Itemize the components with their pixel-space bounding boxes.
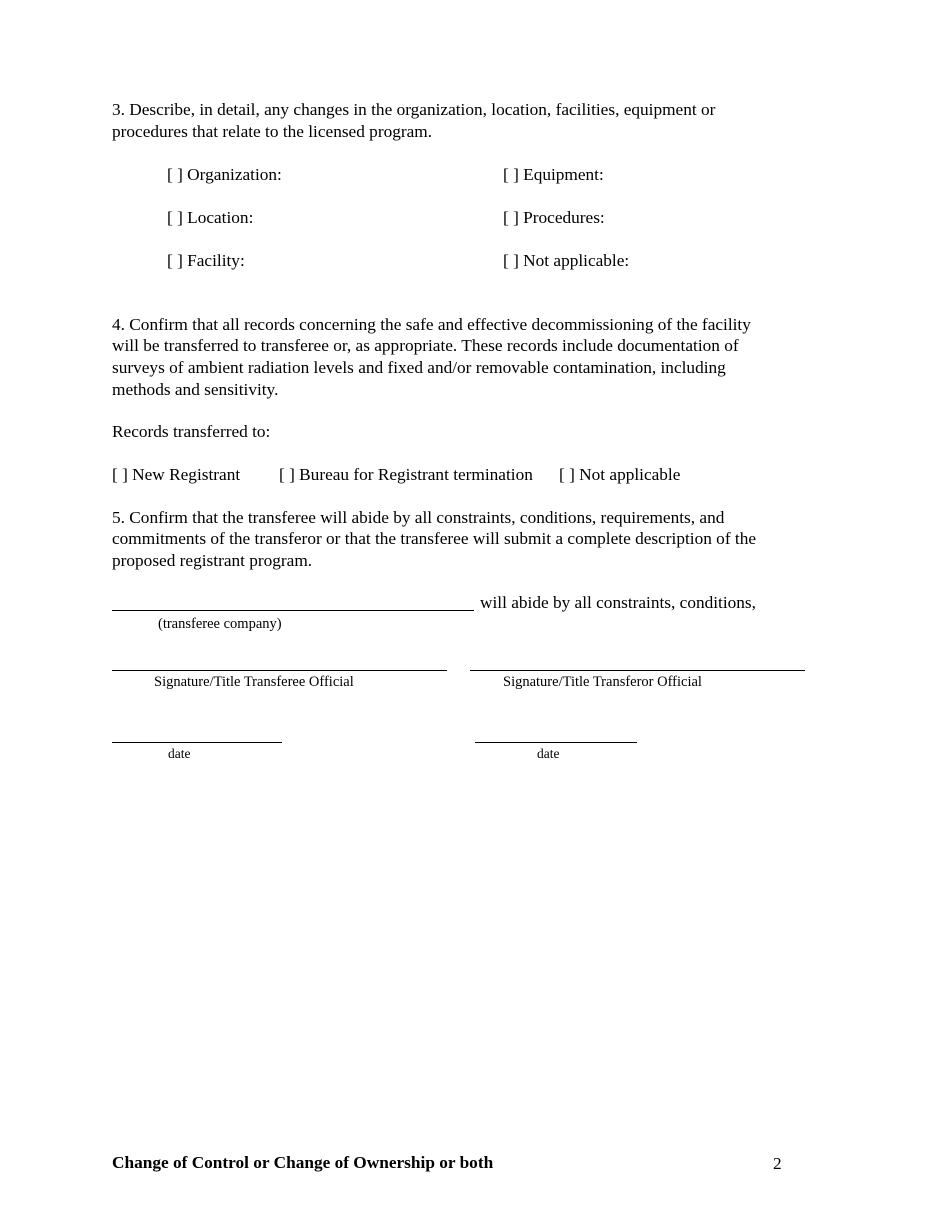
abide-text: will abide by all constraints, conditions, (480, 593, 756, 612)
q5-text-line3: proposed registrant program. (112, 551, 313, 570)
page-number: 2 (773, 1154, 782, 1173)
checkbox-equipment[interactable]: [ ] Equipment: (503, 165, 604, 184)
checkbox-procedures[interactable]: [ ] Procedures: (503, 208, 605, 227)
checkbox-location[interactable]: [ ] Location: (167, 208, 254, 227)
date-label-right: date (537, 746, 560, 761)
checkbox-organization[interactable]: [ ] Organization: (167, 165, 282, 184)
q4-text-line3: surveys of ambient radiation levels and fixed and/or removable contamination, including (112, 358, 726, 377)
q4-text-line1: 4. Confirm that all records concerning the safe and effective decommissioning of the facility (112, 315, 751, 334)
records-transferred-label: Records transferred to: (112, 422, 271, 441)
signature-transferor-line[interactable] (470, 670, 805, 671)
checkbox-facility[interactable]: [ ] Facility: (167, 251, 245, 270)
signature-transferee-label: Signature/Title Transferee Official (154, 674, 354, 690)
checkbox-not-applicable-q3[interactable]: [ ] Not applicable: (503, 251, 630, 270)
q3-text-line2: procedures that relate to the licensed program. (112, 122, 433, 141)
date-line-right[interactable] (475, 742, 637, 743)
signature-transferee-line[interactable] (112, 670, 447, 671)
transferee-company-label: (transferee company) (158, 616, 282, 632)
checkbox-not-applicable-q4[interactable]: [ ] Not applicable (559, 465, 681, 484)
q5-text-line1: 5. Confirm that the transferee will abide by all constraints, conditions, requirements, and (112, 508, 725, 527)
q4-text-line4: methods and sensitivity. (112, 380, 279, 399)
date-label-left: date (168, 746, 191, 761)
q5-text-line2: commitments of the transferor or that the transferee will submit a complete description of the (112, 529, 757, 548)
checkbox-new-registrant[interactable]: [ ] New Registrant (112, 465, 241, 484)
q3-text-line1: 3. Describe, in detail, any changes in the organization, location, facilities, equipment or (112, 100, 716, 119)
date-line-left[interactable] (112, 742, 282, 743)
q4-text-line2: will be transferred to transferee or, as appropriate. These records include documentation of (112, 336, 739, 355)
transferee-company-line[interactable] (112, 610, 474, 611)
signature-transferor-label: Signature/Title Transferor Official (503, 674, 702, 690)
footer-title: Change of Control or Change of Ownership or both (112, 1153, 494, 1172)
checkbox-bureau-termination[interactable]: [ ] Bureau for Registrant termination (279, 465, 533, 484)
